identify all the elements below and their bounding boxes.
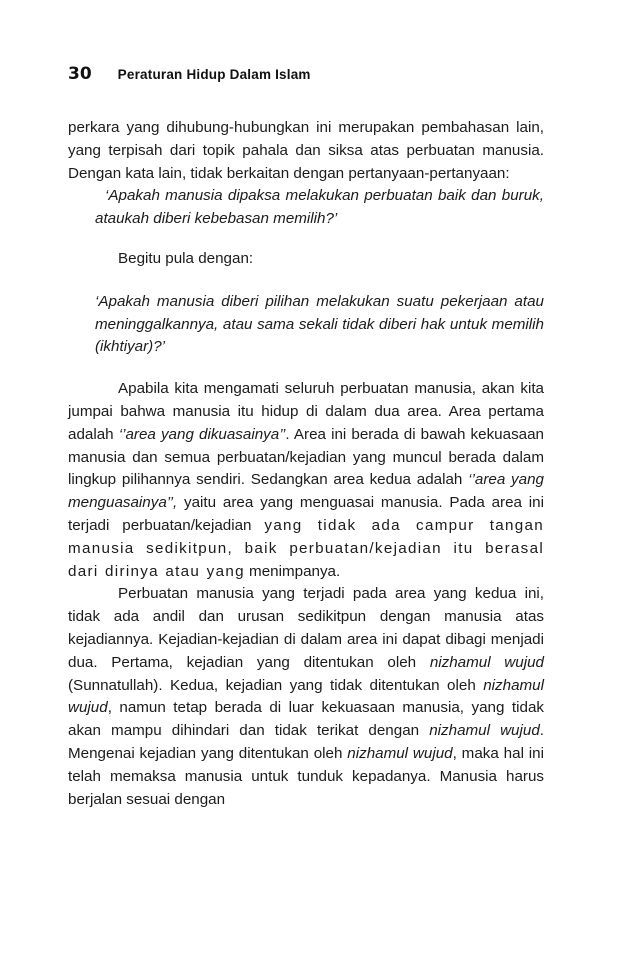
paragraph-3-text: . Area ini berada di bawah kekuasaan manusia dan semua perbuatan/kejadian yang muncul berada dalam lingkup pilihannya sendiri. Sedangkan area kedua adalah <box>68 425 544 489</box>
page-number: 30 <box>68 64 92 84</box>
paragraph-4-text: (Sunnatullah). Kedua, kejadian yang tidak ditentukan oleh <box>68 676 484 694</box>
term-nizhamul-wujud: nizhamul wujud <box>347 744 453 762</box>
term-nizhamul-wujud: nizhamul wujud <box>429 722 540 740</box>
paragraph-4-text: , maka hal ini telah memaksa manusia untuk tunduk kepadanya. Manusia harus berjalan sesuai dengan <box>68 744 544 808</box>
paragraph-4-text: . Mengenai kejadian yang ditentukan oleh <box>68 722 545 762</box>
paragraph-4-text: , namun tetap berada di luar kekuasaan manusia, yang tidak akan mampu dihindari dan tidak terikat dengan <box>68 699 544 740</box>
paragraph-3-text: Apabila kita mengamati seluruh perbuatan manusia, akan kita jumpai bahwa manusia itu hidup di dalam dua area. Area pertama adalah <box>68 380 544 443</box>
quote-1: ‘Apakah manusia dipaksa melakukan perbuatan baik dan buruk, ataukah diberi kebebasan memilih?’ <box>95 187 544 228</box>
term-area-dikuasai: ‘’area yang dikuasainya’’ <box>118 425 286 443</box>
paragraph-3-text: yang tidak ada campur tangan manusia sedikitpun, baik perbuatan/kejadian itu berasal dari dirinya atau yang <box>68 516 544 580</box>
page-body <box>68 117 544 811</box>
paragraph-2: Begitu pula dengan: <box>118 249 254 267</box>
term-nizhamul-wujud: nizhamul wujud <box>429 653 544 671</box>
page-header <box>68 64 311 84</box>
paragraph-4-text: Perbuatan manusia yang terjadi pada area yang kedua ini, tidak ada andil dan urusan sedikitpun dengan manusia atas kejadiannya. Kejadian-kejadian di dalam area ini dapat dibagi menjadi dua. Pertama, kejadian yang ditentukan oleh <box>68 585 544 671</box>
quote-2: ‘Apakah manusia diberi pilihan melakukan suatu pekerjaan atau meninggalkannya, atau sama sekali tidak diberi hak untuk memilih (ikhtiyar)?’ <box>95 292 544 356</box>
paragraph-3 <box>68 378 544 583</box>
running-title: Peraturan Hidup Dalam Islam <box>117 67 311 82</box>
paragraph-3-text: menimpanya. <box>244 562 341 580</box>
paragraph-3-text: yaitu area yang menguasai manusia. Pada area ini terjadi perbuatan/kejadian <box>68 494 544 534</box>
term-area-menguasai: ‘’area yang menguasainya’’, <box>68 471 544 512</box>
paragraph-1: perkara yang dihubung-hubungkan ini merupakan pembahasan lain, yang terpisah dari topik pahala dan siksa atas perbuatan manusia. Dengan kata lain, tidak berkaitan dengan pertanyaan-pertanyaan: <box>68 119 544 182</box>
term-nizhamul-wujud: nizhamul wujud <box>68 676 544 717</box>
paragraph-4 <box>68 583 544 811</box>
